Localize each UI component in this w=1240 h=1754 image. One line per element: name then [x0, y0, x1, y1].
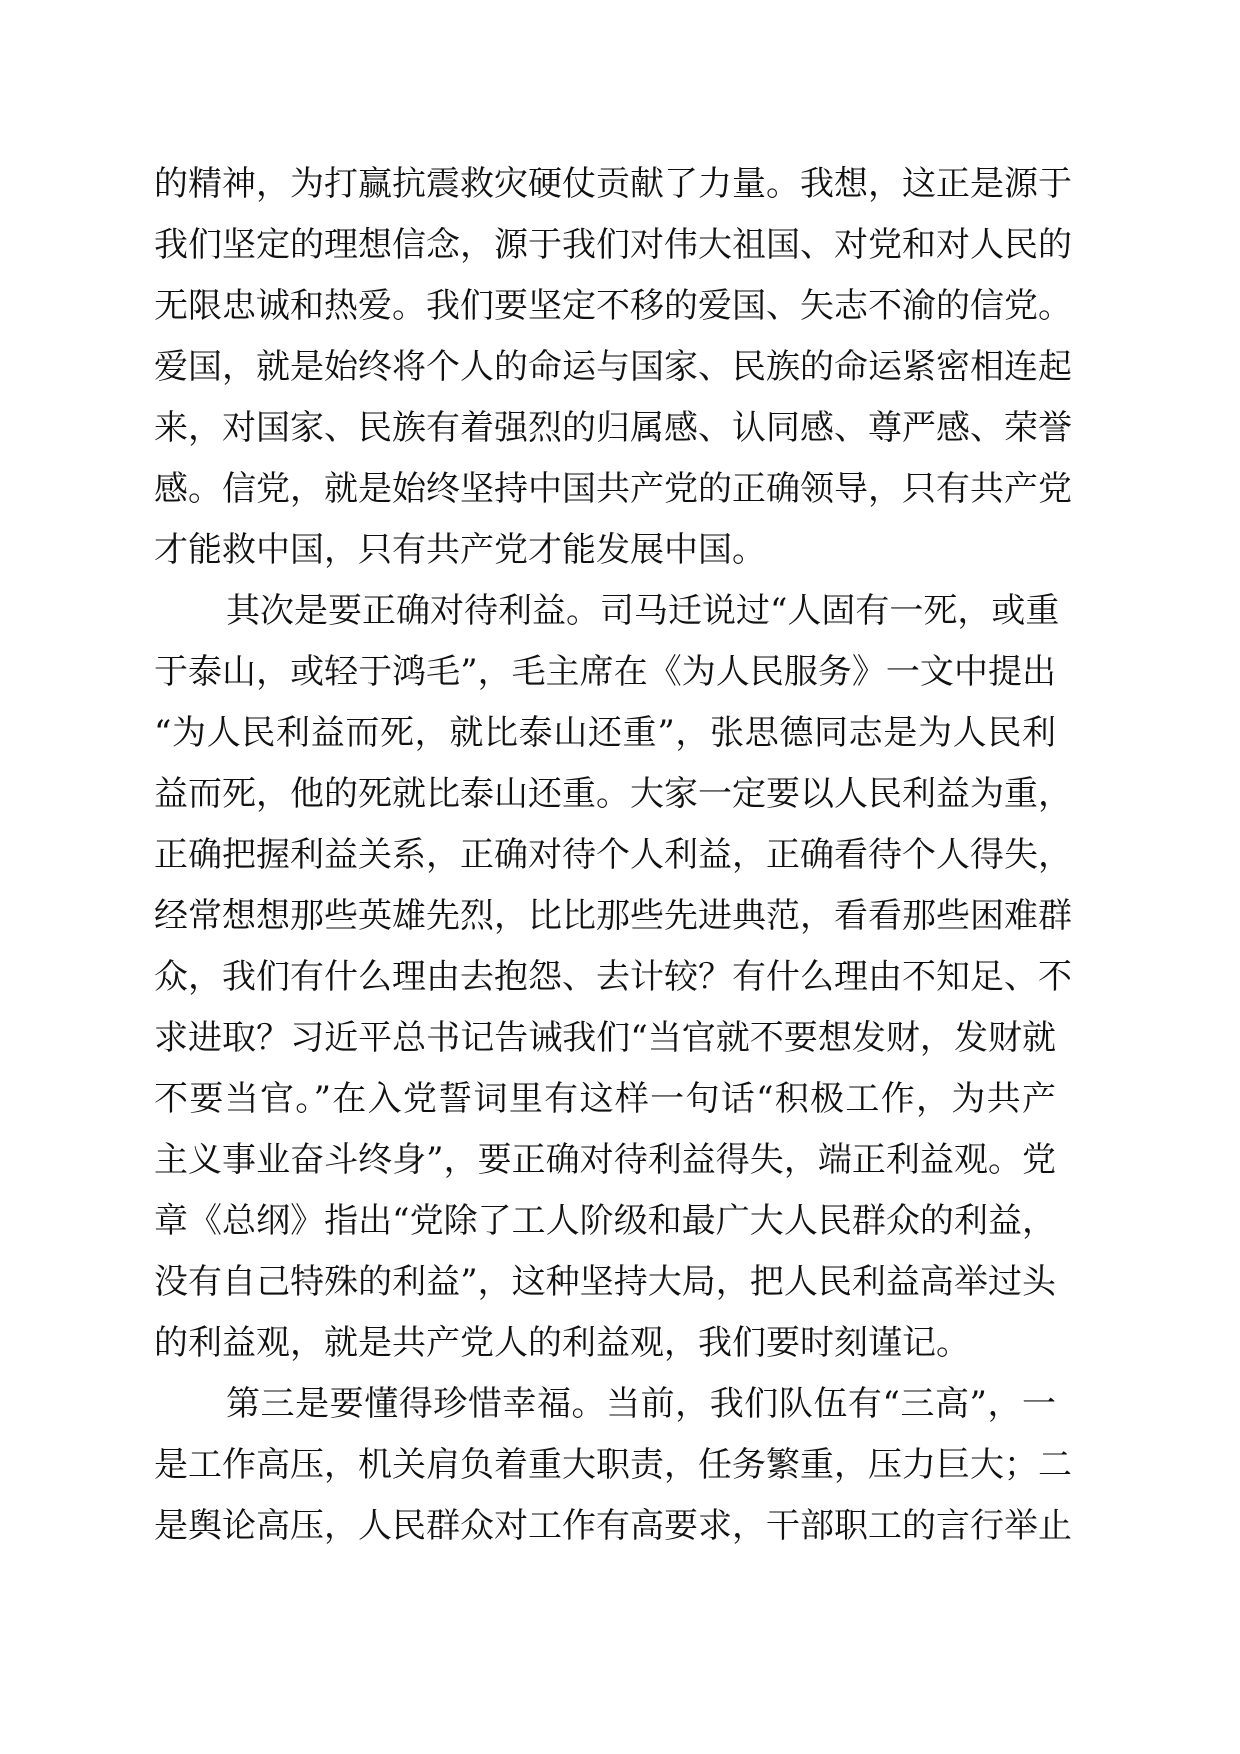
body-text	[154, 154, 1072, 1557]
text-line: 益而死，他的死就比泰山还重。大家一定要以人民利益为重，	[154, 774, 1072, 814]
paragraph-first-line: 其次是要正确对待利益。司马迁说过“人固有一死，或重	[226, 591, 1060, 631]
text-line: 没有自己特殊的利益”，这种坚持大局，把人民利益高举过头	[154, 1262, 1056, 1302]
text-line: 求进取？习近平总书记告诫我们“当官就不要想发财，发财就	[154, 1018, 1056, 1058]
text-line: 无限忠诚和热爱。我们要坚定不移的爱国、矢志不渝的信党。	[154, 286, 1072, 326]
text-line: 是舆论高压，人民群众对工作有高要求，干部职工的言行举止	[154, 1506, 1072, 1546]
text-line: 爱国，就是始终将个人的命运与国家、民族的命运紧密相连起	[154, 347, 1072, 387]
text-line: 正确把握利益关系，正确对待个人利益，正确看待个人得失，	[154, 835, 1072, 875]
text-line: 感。信党，就是始终坚持中国共产党的正确领导，只有共产党	[154, 469, 1072, 509]
text-line: 的利益观，就是共产党人的利益观，我们要时刻谨记。	[154, 1323, 970, 1363]
text-line: 章《总纲》指出“党除了工人阶级和最广大人民群众的利益，	[154, 1201, 1056, 1241]
text-line: 于泰山，或轻于鸿毛”，毛主席在《为人民服务》一文中提出	[154, 652, 1056, 692]
text-line: 才能救中国，只有共产党才能发展中国。	[154, 530, 766, 570]
text-line: 主义事业奋斗终身”，要正确对待利益得失，端正利益观。党	[154, 1140, 1056, 1180]
text-line: 是工作高压，机关肩负着重大职责，任务繁重，压力巨大；二	[154, 1445, 1072, 1485]
text-line: 众，我们有什么理由去抱怨、去计较？有什么理由不知足、不	[154, 957, 1072, 997]
paragraph-first-line: 第三是要懂得珍惜幸福。当前，我们队伍有“三高”，一	[226, 1384, 1056, 1424]
text-line: 我们坚定的理想信念，源于我们对伟大祖国、对党和对人民的	[154, 225, 1072, 265]
text-line: “为人民利益而死，就比泰山还重”，张思德同志是为人民利	[154, 713, 1056, 753]
text-line: 不要当官。”在入党誓词里有这样一句话“积极工作，为共产	[154, 1079, 1056, 1119]
text-line: 经常想想那些英雄先烈，比比那些先进典范，看看那些困难群	[154, 896, 1072, 936]
text-line: 来，对国家、民族有着强烈的归属感、认同感、尊严感、荣誉	[154, 408, 1072, 448]
text-line: 的精神，为打赢抗震救灾硬仗贡献了力量。我想，这正是源于	[154, 164, 1072, 204]
